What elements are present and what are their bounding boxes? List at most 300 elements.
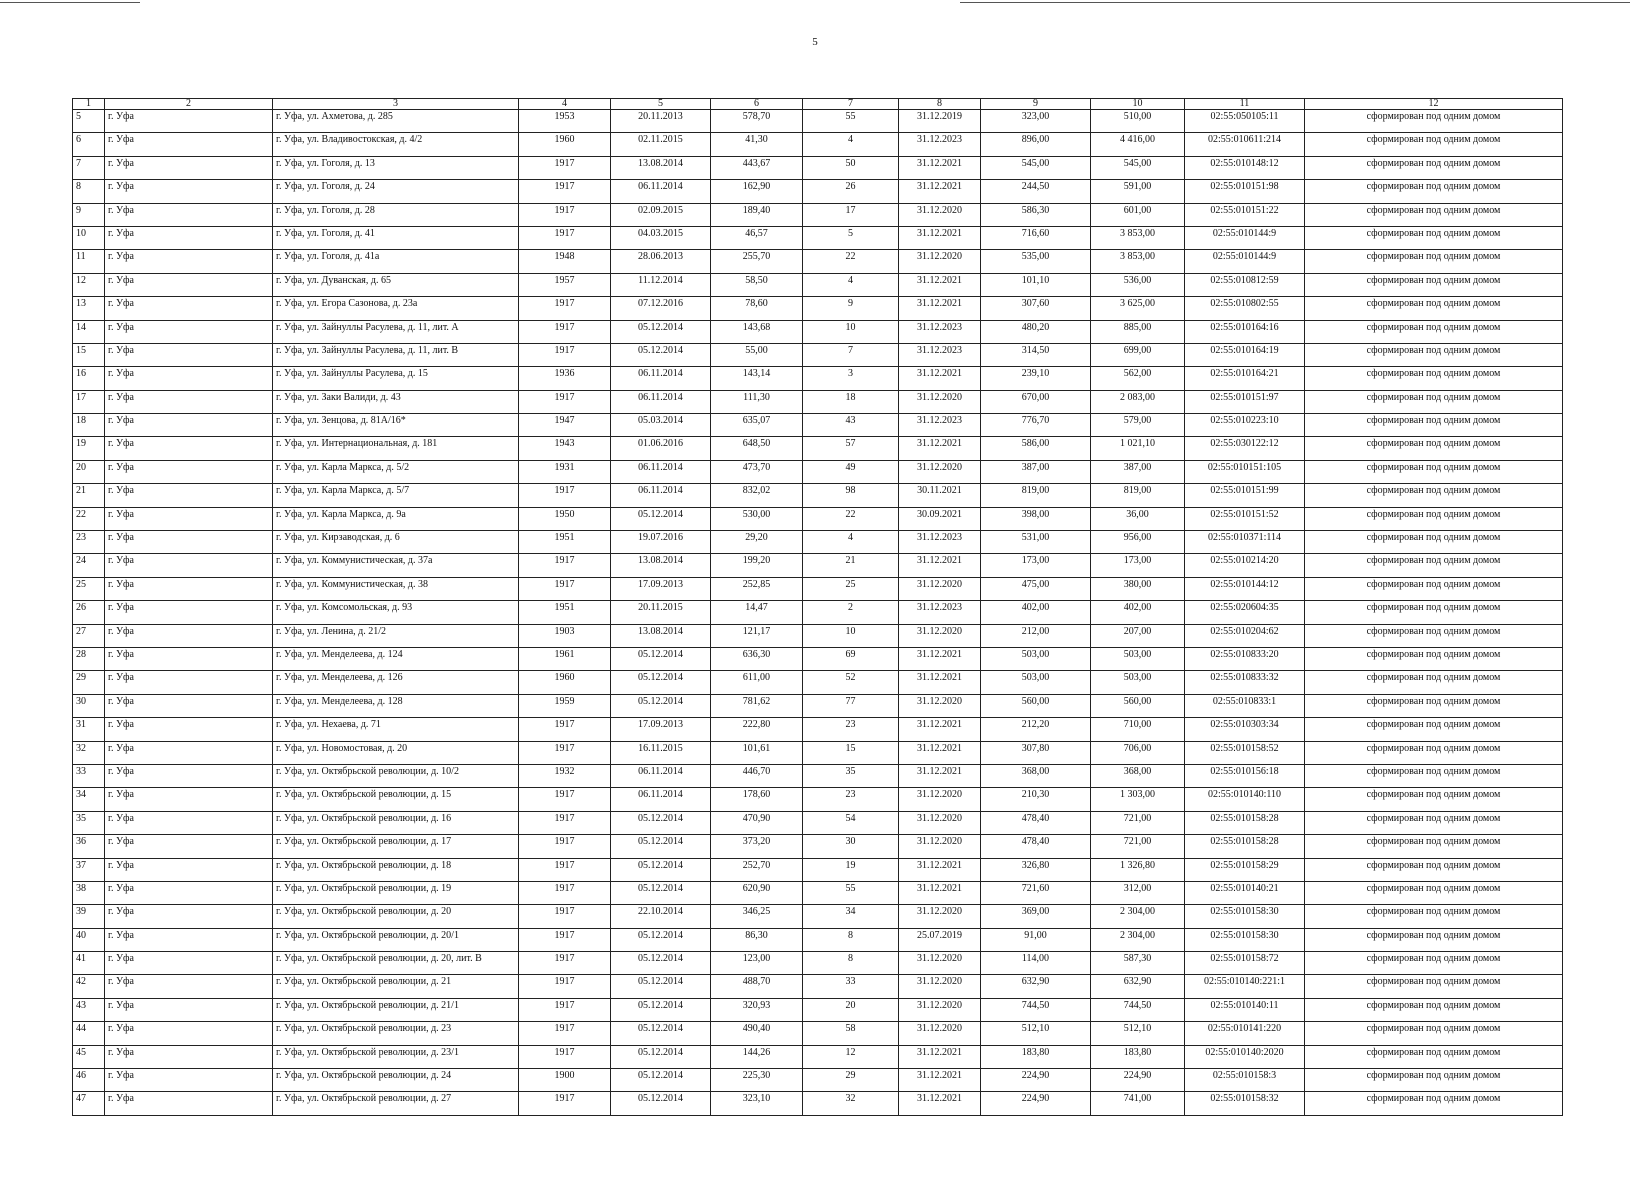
land-area-cell: 4 416,00 (1091, 133, 1185, 156)
recognition-date-cell: 05.12.2014 (611, 647, 711, 670)
row-number-cell: 23 (73, 531, 105, 554)
land-area-cell: 1 021,10 (1091, 437, 1185, 460)
table-row (73, 647, 1563, 670)
city-cell: г. Уфа (105, 835, 273, 858)
table-row (73, 1045, 1563, 1068)
parcel-status-cell: сформирован под одним домом (1305, 647, 1563, 670)
scan-edge-line-left (0, 2, 140, 3)
year-built-cell: 1931 (519, 460, 611, 483)
area-cell: 320,93 (711, 998, 803, 1021)
area-cell: 78,60 (711, 297, 803, 320)
year-built-cell: 1951 (519, 531, 611, 554)
recognition-date-cell: 06.11.2014 (611, 180, 711, 203)
parcel-area-cell: 244,50 (981, 180, 1091, 203)
column-header: 4 (519, 99, 611, 110)
parcel-status-cell: сформирован под одним домом (1305, 390, 1563, 413)
cadastral-number-cell: 02:55:010151:105 (1185, 460, 1305, 483)
land-area-cell: 741,00 (1091, 1092, 1185, 1115)
area-cell: 648,50 (711, 437, 803, 460)
row-number-cell: 47 (73, 1092, 105, 1115)
recognition-date-cell: 06.11.2014 (611, 484, 711, 507)
residents-count-cell: 55 (803, 110, 899, 133)
parcel-area-cell: 478,40 (981, 835, 1091, 858)
resettlement-deadline-cell: 31.12.2020 (899, 952, 981, 975)
residents-count-cell: 26 (803, 180, 899, 203)
land-area-cell: 3 853,00 (1091, 226, 1185, 249)
parcel-status-cell: сформирован под одним домом (1305, 460, 1563, 483)
area-cell: 346,25 (711, 905, 803, 928)
parcel-status-cell: сформирован под одним домом (1305, 601, 1563, 624)
table-row (73, 741, 1563, 764)
year-built-cell: 1917 (519, 905, 611, 928)
resettlement-deadline-cell: 31.12.2021 (899, 554, 981, 577)
table-row (73, 437, 1563, 460)
address-cell: г. Уфа, ул. Комсомольская, д. 93 (273, 601, 519, 624)
parcel-area-cell: 819,00 (981, 484, 1091, 507)
residents-count-cell: 9 (803, 297, 899, 320)
year-built-cell: 1917 (519, 577, 611, 600)
land-area-cell: 744,50 (1091, 998, 1185, 1021)
resettlement-deadline-cell: 31.12.2021 (899, 1045, 981, 1068)
parcel-status-cell: сформирован под одним домом (1305, 531, 1563, 554)
area-cell: 222,80 (711, 718, 803, 741)
parcel-area-cell: 212,20 (981, 718, 1091, 741)
cadastral-number-cell: 02:55:010158:72 (1185, 952, 1305, 975)
address-cell: г. Уфа, ул. Октябрьской революции, д. 19 (273, 881, 519, 904)
address-cell: г. Уфа, ул. Карла Маркса, д. 5/2 (273, 460, 519, 483)
table-row (73, 460, 1563, 483)
recognition-date-cell: 17.09.2013 (611, 718, 711, 741)
table-row (73, 811, 1563, 834)
row-number-cell: 34 (73, 788, 105, 811)
recognition-date-cell: 20.11.2015 (611, 601, 711, 624)
recognition-date-cell: 05.12.2014 (611, 507, 711, 530)
residents-count-cell: 17 (803, 203, 899, 226)
resettlement-deadline-cell: 31.12.2020 (899, 905, 981, 928)
column-header: 11 (1185, 99, 1305, 110)
parcel-status-cell: сформирован под одним домом (1305, 133, 1563, 156)
parcel-area-cell: 896,00 (981, 133, 1091, 156)
column-header: 1 (73, 99, 105, 110)
resettlement-deadline-cell: 31.12.2023 (899, 531, 981, 554)
year-built-cell: 1917 (519, 788, 611, 811)
land-area-cell: 587,30 (1091, 952, 1185, 975)
address-cell: г. Уфа, ул. Гоголя, д. 13 (273, 156, 519, 179)
recognition-date-cell: 06.11.2014 (611, 460, 711, 483)
resettlement-deadline-cell: 31.12.2021 (899, 297, 981, 320)
recognition-date-cell: 28.06.2013 (611, 250, 711, 273)
recognition-date-cell: 07.12.2016 (611, 297, 711, 320)
land-area-cell: 2 304,00 (1091, 905, 1185, 928)
resettlement-deadline-cell: 31.12.2021 (899, 226, 981, 249)
city-cell: г. Уфа (105, 975, 273, 998)
city-cell: г. Уфа (105, 577, 273, 600)
cadastral-number-cell: 02:55:010140:221:1 (1185, 975, 1305, 998)
year-built-cell: 1917 (519, 203, 611, 226)
parcel-area-cell: 776,70 (981, 414, 1091, 437)
land-area-cell: 36,00 (1091, 507, 1185, 530)
parcel-status-cell: сформирован под одним домом (1305, 577, 1563, 600)
parcel-status-cell: сформирован под одним домом (1305, 1022, 1563, 1045)
address-cell: г. Уфа, ул. Нехаева, д. 71 (273, 718, 519, 741)
cadastral-number-cell: 02:55:010151:22 (1185, 203, 1305, 226)
parcel-area-cell: 369,00 (981, 905, 1091, 928)
parcel-area-cell: 475,00 (981, 577, 1091, 600)
cadastral-number-cell: 02:55:050105:11 (1185, 110, 1305, 133)
recognition-date-cell: 05.12.2014 (611, 671, 711, 694)
row-number-cell: 28 (73, 647, 105, 670)
parcel-status-cell: сформирован под одним домом (1305, 554, 1563, 577)
parcel-area-cell: 212,00 (981, 624, 1091, 647)
city-cell: г. Уфа (105, 250, 273, 273)
table-row (73, 343, 1563, 366)
recognition-date-cell: 13.08.2014 (611, 156, 711, 179)
area-cell: 832,02 (711, 484, 803, 507)
column-header: 10 (1091, 99, 1185, 110)
year-built-cell: 1960 (519, 671, 611, 694)
address-cell: г. Уфа, ул. Гоголя, д. 24 (273, 180, 519, 203)
area-cell: 252,70 (711, 858, 803, 881)
area-cell: 255,70 (711, 250, 803, 273)
parcel-status-cell: сформирован под одним домом (1305, 881, 1563, 904)
city-cell: г. Уфа (105, 811, 273, 834)
row-number-cell: 18 (73, 414, 105, 437)
residents-count-cell: 25 (803, 577, 899, 600)
year-built-cell: 1957 (519, 273, 611, 296)
parcel-area-cell: 387,00 (981, 460, 1091, 483)
area-cell: 162,90 (711, 180, 803, 203)
address-cell: г. Уфа, ул. Октябрьской революции, д. 27 (273, 1092, 519, 1115)
parcel-area-cell: 307,80 (981, 741, 1091, 764)
residents-count-cell: 22 (803, 250, 899, 273)
land-area-cell: 207,00 (1091, 624, 1185, 647)
city-cell: г. Уфа (105, 1022, 273, 1045)
address-cell: г. Уфа, ул. Менделеева, д. 124 (273, 647, 519, 670)
parcel-area-cell: 326,80 (981, 858, 1091, 881)
land-area-cell: 368,00 (1091, 764, 1185, 787)
row-number-cell: 8 (73, 180, 105, 203)
residents-count-cell: 35 (803, 764, 899, 787)
residents-count-cell: 19 (803, 858, 899, 881)
parcel-status-cell: сформирован под одним домом (1305, 764, 1563, 787)
row-number-cell: 14 (73, 320, 105, 343)
land-area-cell: 402,00 (1091, 601, 1185, 624)
residents-count-cell: 33 (803, 975, 899, 998)
address-cell: г. Уфа, ул. Октябрьской революции, д. 20/1 (273, 928, 519, 951)
row-number-cell: 22 (73, 507, 105, 530)
city-cell: г. Уфа (105, 1092, 273, 1115)
parcel-area-cell: 670,00 (981, 390, 1091, 413)
parcel-status-cell: сформирован под одним домом (1305, 110, 1563, 133)
city-cell: г. Уфа (105, 718, 273, 741)
area-cell: 123,00 (711, 952, 803, 975)
table-row (73, 601, 1563, 624)
year-built-cell: 1917 (519, 343, 611, 366)
address-cell: г. Уфа, ул. Зайнуллы Расулева, д. 11, лит. А (273, 320, 519, 343)
cadastral-number-cell: 02:55:010611:214 (1185, 133, 1305, 156)
cadastral-number-cell: 02:55:010140:21 (1185, 881, 1305, 904)
parcel-status-cell: сформирован под одним домом (1305, 507, 1563, 530)
city-cell: г. Уфа (105, 952, 273, 975)
recognition-date-cell: 20.11.2013 (611, 110, 711, 133)
address-cell: г. Уфа, ул. Кирзаводская, д. 6 (273, 531, 519, 554)
parcel-area-cell: 307,60 (981, 297, 1091, 320)
parcel-status-cell: сформирован под одним домом (1305, 320, 1563, 343)
table-row (73, 624, 1563, 647)
residents-count-cell: 10 (803, 320, 899, 343)
area-cell: 490,40 (711, 1022, 803, 1045)
city-cell: г. Уфа (105, 133, 273, 156)
year-built-cell: 1917 (519, 554, 611, 577)
resettlement-deadline-cell: 31.12.2020 (899, 694, 981, 717)
cadastral-number-cell: 02:55:010158:28 (1185, 811, 1305, 834)
table-row (73, 320, 1563, 343)
row-number-cell: 36 (73, 835, 105, 858)
parcel-status-cell: сформирован под одним домом (1305, 343, 1563, 366)
city-cell: г. Уфа (105, 858, 273, 881)
cadastral-number-cell: 02:55:010158:30 (1185, 905, 1305, 928)
parcel-area-cell: 239,10 (981, 367, 1091, 390)
area-cell: 636,30 (711, 647, 803, 670)
area-cell: 199,20 (711, 554, 803, 577)
land-area-cell: 562,00 (1091, 367, 1185, 390)
address-cell: г. Уфа, ул. Октябрьской революции, д. 21 (273, 975, 519, 998)
resettlement-deadline-cell: 31.12.2021 (899, 741, 981, 764)
resettlement-deadline-cell: 31.12.2020 (899, 811, 981, 834)
row-number-cell: 10 (73, 226, 105, 249)
cadastral-number-cell: 02:55:010812:59 (1185, 273, 1305, 296)
land-area-cell: 710,00 (1091, 718, 1185, 741)
parcel-status-cell: сформирован под одним домом (1305, 835, 1563, 858)
recognition-date-cell: 06.11.2014 (611, 367, 711, 390)
resettlement-deadline-cell: 31.12.2023 (899, 343, 981, 366)
cadastral-number-cell: 02:55:010140:110 (1185, 788, 1305, 811)
table-row (73, 577, 1563, 600)
area-cell: 55,00 (711, 343, 803, 366)
year-built-cell: 1917 (519, 1022, 611, 1045)
cadastral-number-cell: 02:55:010151:97 (1185, 390, 1305, 413)
row-number-cell: 5 (73, 110, 105, 133)
table-row (73, 1022, 1563, 1045)
resettlement-deadline-cell: 31.12.2020 (899, 460, 981, 483)
address-cell: г. Уфа, ул. Интернациональная, д. 181 (273, 437, 519, 460)
parcel-area-cell: 114,00 (981, 952, 1091, 975)
recognition-date-cell: 05.12.2014 (611, 694, 711, 717)
residents-count-cell: 54 (803, 811, 899, 834)
city-cell: г. Уфа (105, 788, 273, 811)
parcel-status-cell: сформирован под одним домом (1305, 203, 1563, 226)
year-built-cell: 1950 (519, 507, 611, 530)
parcel-area-cell: 545,00 (981, 156, 1091, 179)
residents-count-cell: 49 (803, 460, 899, 483)
address-cell: г. Уфа, ул. Заки Валиди, д. 43 (273, 390, 519, 413)
resettlement-deadline-cell: 31.12.2020 (899, 1022, 981, 1045)
cadastral-number-cell: 02:55:010151:99 (1185, 484, 1305, 507)
table-row (73, 554, 1563, 577)
resettlement-deadline-cell: 30.09.2021 (899, 507, 981, 530)
address-cell: г. Уфа, ул. Октябрьской революции, д. 23/1 (273, 1045, 519, 1068)
row-number-cell: 20 (73, 460, 105, 483)
table-row (73, 671, 1563, 694)
area-cell: 446,70 (711, 764, 803, 787)
address-cell: г. Уфа, ул. Октябрьской революции, д. 10/2 (273, 764, 519, 787)
residents-count-cell: 4 (803, 273, 899, 296)
table-row (73, 1092, 1563, 1115)
cadastral-number-cell: 02:55:010371:114 (1185, 531, 1305, 554)
row-number-cell: 39 (73, 905, 105, 928)
city-cell: г. Уфа (105, 624, 273, 647)
cadastral-number-cell: 02:55:010303:34 (1185, 718, 1305, 741)
residents-count-cell: 4 (803, 531, 899, 554)
land-area-cell: 387,00 (1091, 460, 1185, 483)
recognition-date-cell: 22.10.2014 (611, 905, 711, 928)
land-area-cell: 885,00 (1091, 320, 1185, 343)
parcel-area-cell: 512,10 (981, 1022, 1091, 1045)
residents-count-cell: 3 (803, 367, 899, 390)
cadastral-number-cell: 02:55:010148:12 (1185, 156, 1305, 179)
parcel-status-cell: сформирован под одним домом (1305, 414, 1563, 437)
address-cell: г. Уфа, ул. Ахметова, д. 285 (273, 110, 519, 133)
residents-count-cell: 4 (803, 133, 899, 156)
recognition-date-cell: 13.08.2014 (611, 554, 711, 577)
resettlement-deadline-cell: 31.12.2021 (899, 437, 981, 460)
land-area-cell: 510,00 (1091, 110, 1185, 133)
table-row (73, 858, 1563, 881)
parcel-status-cell: сформирован под одним домом (1305, 811, 1563, 834)
residents-count-cell: 69 (803, 647, 899, 670)
parcel-status-cell: сформирован под одним домом (1305, 858, 1563, 881)
land-area-cell: 503,00 (1091, 671, 1185, 694)
cadastral-number-cell: 02:55:010151:52 (1185, 507, 1305, 530)
address-cell: г. Уфа, ул. Гоголя, д. 28 (273, 203, 519, 226)
cadastral-number-cell: 02:55:010158:29 (1185, 858, 1305, 881)
row-number-cell: 32 (73, 741, 105, 764)
area-cell: 121,17 (711, 624, 803, 647)
recognition-date-cell: 05.12.2014 (611, 1069, 711, 1092)
table-row (73, 998, 1563, 1021)
year-built-cell: 1951 (519, 601, 611, 624)
parcel-status-cell: сформирован под одним домом (1305, 297, 1563, 320)
area-cell: 323,10 (711, 1092, 803, 1115)
residents-count-cell: 32 (803, 1092, 899, 1115)
residents-count-cell: 5 (803, 226, 899, 249)
city-cell: г. Уфа (105, 297, 273, 320)
land-area-cell: 601,00 (1091, 203, 1185, 226)
land-area-cell: 2 083,00 (1091, 390, 1185, 413)
city-cell: г. Уфа (105, 110, 273, 133)
parcel-area-cell: 531,00 (981, 531, 1091, 554)
land-area-cell: 579,00 (1091, 414, 1185, 437)
scan-edge-line-right (960, 2, 1630, 3)
cadastral-number-cell: 02:55:010141:220 (1185, 1022, 1305, 1045)
recognition-date-cell: 05.12.2014 (611, 835, 711, 858)
row-number-cell: 38 (73, 881, 105, 904)
parcel-area-cell: 480,20 (981, 320, 1091, 343)
city-cell: г. Уфа (105, 741, 273, 764)
year-built-cell: 1961 (519, 647, 611, 670)
column-header: 8 (899, 99, 981, 110)
row-number-cell: 40 (73, 928, 105, 951)
parcel-area-cell: 224,90 (981, 1092, 1091, 1115)
city-cell: г. Уфа (105, 180, 273, 203)
parcel-status-cell: сформирован под одним домом (1305, 788, 1563, 811)
area-cell: 578,70 (711, 110, 803, 133)
table-row (73, 297, 1563, 320)
row-number-cell: 37 (73, 858, 105, 881)
land-area-cell: 1 326,80 (1091, 858, 1185, 881)
year-built-cell: 1917 (519, 226, 611, 249)
row-number-cell: 43 (73, 998, 105, 1021)
resettlement-deadline-cell: 31.12.2021 (899, 881, 981, 904)
land-area-cell: 183,80 (1091, 1045, 1185, 1068)
table-row (73, 928, 1563, 951)
parcel-status-cell: сформирован под одним домом (1305, 741, 1563, 764)
column-header: 5 (611, 99, 711, 110)
row-number-cell: 45 (73, 1045, 105, 1068)
resettlement-deadline-cell: 31.12.2021 (899, 647, 981, 670)
address-cell: г. Уфа, ул. Менделеева, д. 128 (273, 694, 519, 717)
area-cell: 111,30 (711, 390, 803, 413)
land-area-cell: 819,00 (1091, 484, 1185, 507)
year-built-cell: 1917 (519, 952, 611, 975)
year-built-cell: 1959 (519, 694, 611, 717)
city-cell: г. Уфа (105, 928, 273, 951)
land-area-cell: 536,00 (1091, 273, 1185, 296)
city-cell: г. Уфа (105, 156, 273, 179)
recognition-date-cell: 04.03.2015 (611, 226, 711, 249)
land-area-cell: 632,90 (1091, 975, 1185, 998)
cadastral-number-cell: 02:55:010164:19 (1185, 343, 1305, 366)
area-cell: 144,26 (711, 1045, 803, 1068)
parcel-status-cell: сформирован под одним домом (1305, 694, 1563, 717)
parcel-status-cell: сформирован под одним домом (1305, 250, 1563, 273)
table-row (73, 905, 1563, 928)
address-cell: г. Уфа, ул. Октябрьской революции, д. 23 (273, 1022, 519, 1045)
year-built-cell: 1917 (519, 928, 611, 951)
resettlement-deadline-cell: 31.12.2021 (899, 671, 981, 694)
parcel-status-cell: сформирован под одним домом (1305, 975, 1563, 998)
table-row (73, 110, 1563, 133)
cadastral-number-cell: 02:55:010158:28 (1185, 835, 1305, 858)
cadastral-number-cell: 02:55:010223:10 (1185, 414, 1305, 437)
resettlement-deadline-cell: 31.12.2021 (899, 764, 981, 787)
address-cell: г. Уфа, ул. Октябрьской революции, д. 17 (273, 835, 519, 858)
year-built-cell: 1943 (519, 437, 611, 460)
parcel-area-cell: 224,90 (981, 1069, 1091, 1092)
resettlement-deadline-cell: 31.12.2023 (899, 601, 981, 624)
recognition-date-cell: 05.12.2014 (611, 811, 711, 834)
table-row (73, 881, 1563, 904)
parcel-status-cell: сформирован под одним домом (1305, 484, 1563, 507)
year-built-cell: 1917 (519, 1092, 611, 1115)
year-built-cell: 1917 (519, 881, 611, 904)
recognition-date-cell: 05.12.2014 (611, 998, 711, 1021)
parcel-status-cell: сформирован под одним домом (1305, 905, 1563, 928)
residents-count-cell: 43 (803, 414, 899, 437)
resettlement-deadline-cell: 31.12.2021 (899, 367, 981, 390)
resettlement-deadline-cell: 31.12.2021 (899, 1069, 981, 1092)
city-cell: г. Уфа (105, 1045, 273, 1068)
cadastral-number-cell: 02:55:010164:21 (1185, 367, 1305, 390)
area-cell: 443,67 (711, 156, 803, 179)
parcel-status-cell: сформирован под одним домом (1305, 998, 1563, 1021)
land-area-cell: 706,00 (1091, 741, 1185, 764)
area-cell: 470,90 (711, 811, 803, 834)
resettlement-deadline-cell: 31.12.2021 (899, 156, 981, 179)
residents-count-cell: 57 (803, 437, 899, 460)
resettlement-deadline-cell: 31.12.2023 (899, 320, 981, 343)
parcel-area-cell: 716,60 (981, 226, 1091, 249)
